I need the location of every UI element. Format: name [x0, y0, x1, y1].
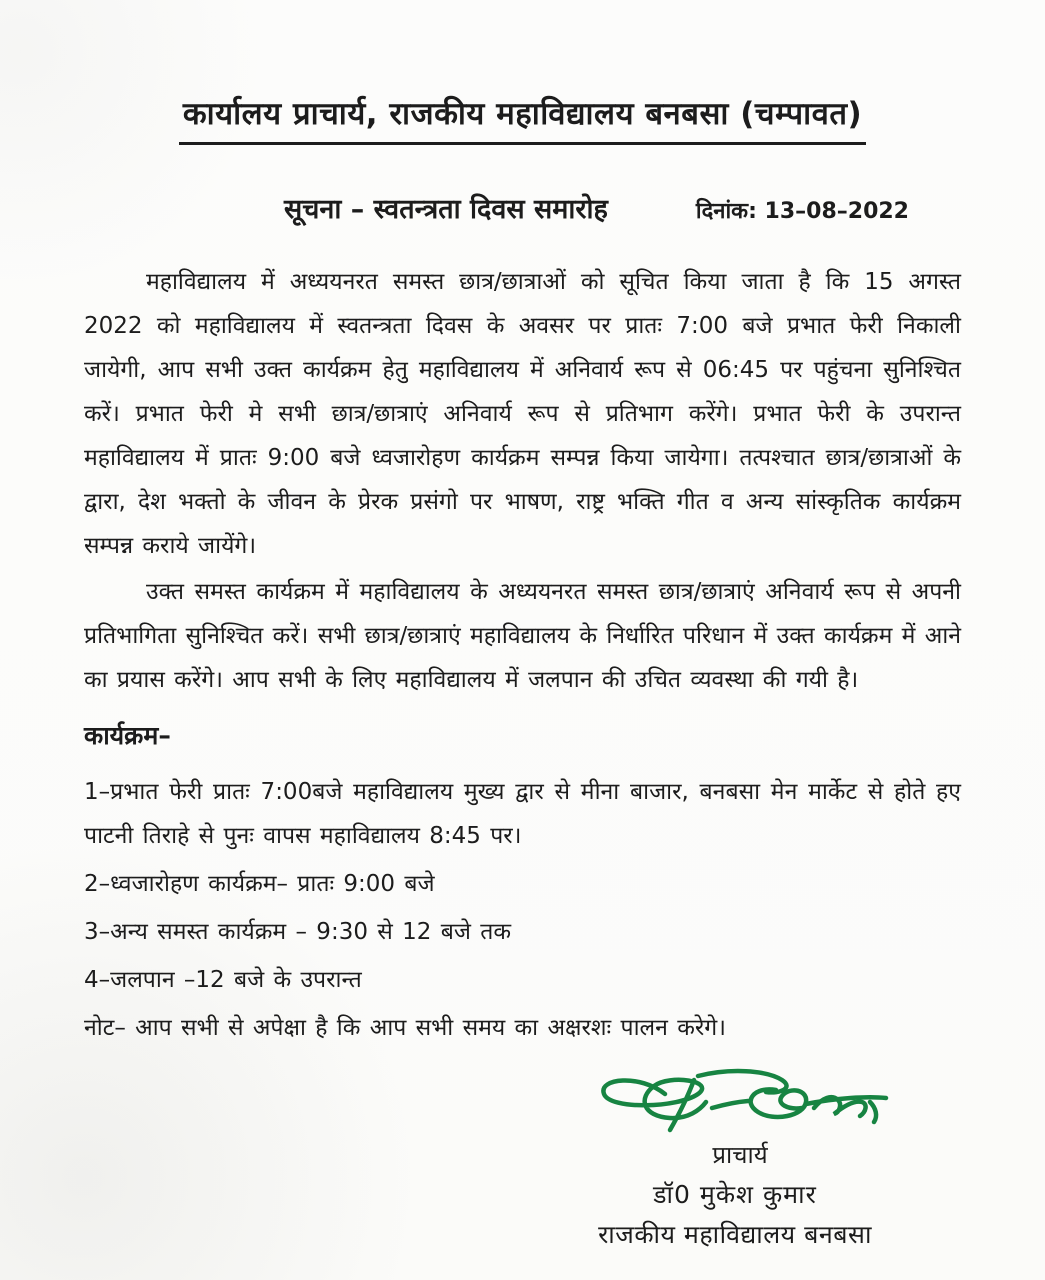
program-item-1: 1–प्रभात फेरी प्रातः 7:00बजे महाविद्यालय मुख्य द्वार से मीना बाजार, बनबसा मेन मार्केट से होते हए पाटनी तिराहे से पुनः वापस महाविद्यालय 8:45 पर। [84, 779, 961, 849]
signature-ink-scribble [570, 1064, 900, 1148]
subject-date-row [84, 189, 961, 226]
program-item-3: 3–अन्य समस्त कार्यक्रम – 9:30 से 12 बजे तक [84, 919, 511, 945]
program-heading: कार्यक्रम– [84, 721, 171, 750]
office-title: कार्यालय प्राचार्य, राजकीय महाविद्यालय बनबसा (चम्पावत) [179, 92, 866, 145]
paragraph-announcement: महाविद्यालय में अध्ययनरत समस्त छात्र/छात्राओं को सूचित किया जाता है कि 15 अगस्त 2022 को महाविद्यालय में स्वतन्त्रता दिवस के अवसर पर प्रातः 7:00 बजे प्रभात फेरी निकाली जायेगी, आप सभी उक्त कार्यक्रम हेतु महाविद्यालय में अनिवार्य रूप से 06:45 पर पहुंचना सुनिश्चित करें। प्रभात फेरी मे सभी छात्र/छात्राएं अनिवार्य रूप से प्रतिभाग करेंगे। प्रभात फेरी के उपरान्त महाविद्यालय में प्रातः 9:00 बजे ध्वजारोहण कार्यक्रम सम्पन्न किया जायेगा। तत्पश्चात छात्र/छात्राओं के द्वारा, देश भक्तो के जीवन के प्रेरक प्रसंगो पर भाषण, राष्ट्र भक्ति गीत व अन्य सांस्कृतिक कार्यक्रम सम्पन्न कराये जायेंगे। [84, 269, 961, 559]
letterhead [84, 92, 961, 145]
note-line: नोट– आप सभी से अपेक्षा है कि आप सभी समय का अक्षरशः पालन करेगे। [84, 1015, 726, 1041]
program-item-4: 4–जलपान –12 बजे के उपरान्त [84, 967, 362, 993]
notice-subject: सूचना – स्वतन्त्रता दिवस समारोह [284, 194, 608, 225]
signature-block [555, 1064, 915, 1251]
program-item-2: 2–ध्वजारोहण कार्यक्रम– प्रातः 9:00 बजे [84, 871, 435, 897]
signature-name: डॉ0 मुकेश कुमार [653, 1180, 817, 1209]
notice-date: दिनांक: 13–08–2022 [695, 199, 909, 224]
signature-organization: राजकीय महाविद्यालय बनबसा [598, 1220, 872, 1249]
signature-role: प्राचार्य [712, 1141, 768, 1169]
paragraph-participation: उक्त समस्त कार्यक्रम में महाविद्यालय के अध्ययनरत समस्त छात्र/छात्राएं अनिवार्य रूप से अपनी प्रतिभागिता सुनिश्चित करें। सभी छात्र/छात्राएं महाविद्यालय के निर्धारित परिधान में उक्त कार्यक्रम में आने का प्रयास करेंगे। आप सभी के लिए महाविद्यालय में जलपान की उचित व्यवस्था की गयी है। [84, 579, 961, 693]
